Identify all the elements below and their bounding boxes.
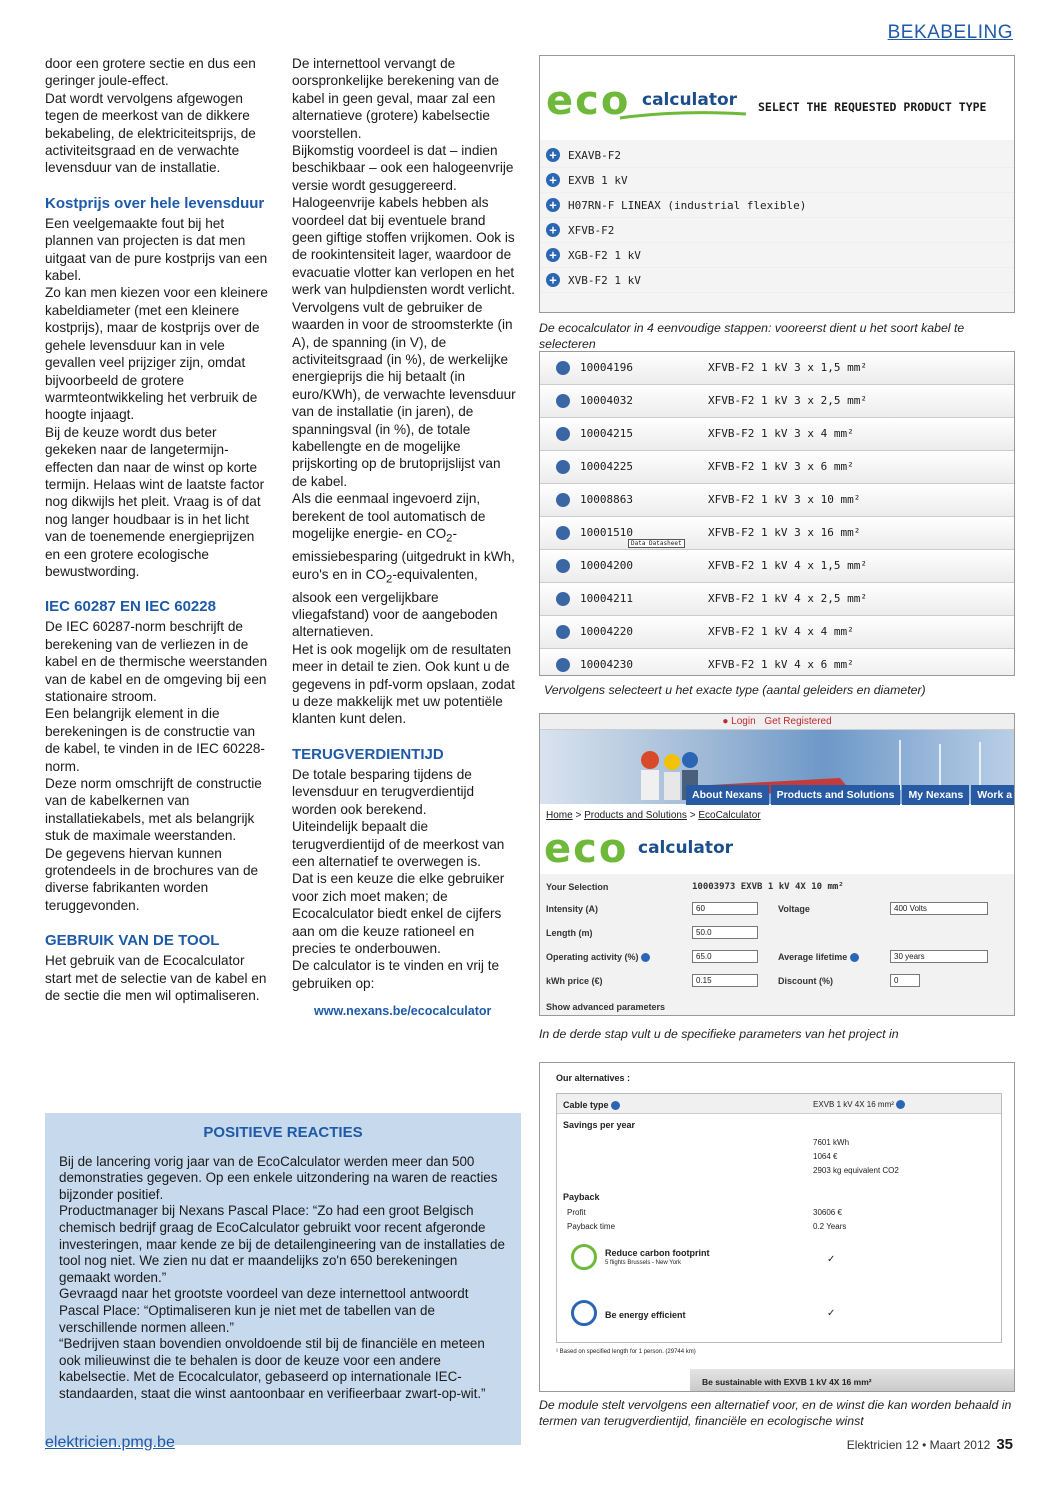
paragraph: Bijkomstig voordeel is dat – indien beschikbaar – ook een halogeenvrije versie wordt gesuggereerd. (292, 143, 514, 193)
energy-efficient-label: Be energy efficient (605, 1310, 686, 1320)
paragraph: Het gebruik van de Ecocalculator start met de selectie van de kabel en de sectie die men wil optimaliseren. (45, 953, 267, 1004)
globe-icon (556, 427, 570, 441)
plus-icon[interactable]: + (546, 223, 560, 237)
column-2 (292, 55, 516, 1021)
paragraph: Vervolgens vult de gebruiker de waarden in voor de stroomsterkte (in A), de spanning (in V), de activiteitsgraad (in %), de werkelijke energieprijs die hij betaalt (in euro/KWh), de verwachte levensduur van de installatie (in jaren), de spanningsval (in %), de totale kabellengte en de mogelijke prijskorting op de brutoprijslijst van de kabel. (292, 299, 516, 489)
user-icon: ● (722, 716, 729, 727)
co2-badge-icon (571, 1244, 597, 1270)
eco-logo-text: eco (546, 78, 631, 124)
operating-input[interactable]: 65.0 (692, 950, 758, 963)
reference-code: 10004225 (580, 460, 633, 473)
calculator-logo-text: calculator (638, 838, 734, 858)
reference-desc: XFVB-F2 1 kV 4 x 2,5 mm² (708, 592, 867, 605)
reference-desc: XFVB-F2 1 kV 4 x 6 mm² (708, 658, 854, 671)
subheading-iec: IEC 60287 EN IEC 60228 (45, 598, 216, 616)
screenshot-parameters (539, 713, 1015, 1016)
plus-icon[interactable]: + (546, 173, 560, 187)
reference-desc: XFVB-F2 1 kV 3 x 16 mm² (708, 526, 861, 539)
issue-label: Elektricien 12 • Maart 2012 (846, 1438, 991, 1452)
info-icon[interactable] (896, 1100, 905, 1109)
paragraph: De gegevens hiervan kunnen grotendeels in de brochures van de diverse fabrikanten worden teruggevonden. (45, 845, 259, 913)
paragraph: Halogeenvrije kabels hebben als voordeel dat bij eventuele brand geen giftige stoffen vrijkomen. Ook is de rookintensiteit lager, waardoor de evacuatie vlotter kan verlopen en het werk van hulpdiensten wordt verlicht. (292, 195, 515, 298)
plus-icon[interactable]: + (546, 148, 560, 162)
reduce-carbon-sub: 5 flights Brussels - New York (605, 1260, 682, 1266)
paragraph: “Bedrijven staan bovendien onvoldoende stil bij de financiële en meteen ook milieuwinst die te behalen is door de keuze voor een andere kabelsectie. Met de Ecocalculator, gebaseerd op internationale IEC-standaarden, staat die winst aantoonbaar en verifieerbaar zwart-op-wit.” (59, 1336, 486, 1401)
reference-desc: XFVB-F2 1 kV 4 x 1,5 mm² (708, 559, 867, 572)
product-type-item[interactable] (540, 193, 1014, 218)
positieve-reacties-box (45, 1113, 521, 1445)
savings-kwh: 7601 kWh (813, 1138, 850, 1147)
savings-label: Savings per year (563, 1120, 636, 1130)
cable-type-label (563, 1100, 620, 1110)
kwh-input[interactable]: 0.15 (692, 974, 758, 987)
swoosh-icon (618, 108, 748, 122)
form-area (540, 874, 1014, 1016)
screenshot-exact-type (539, 351, 1015, 676)
subscript: 2 (446, 532, 453, 545)
paragraph: Uiteindelijk bepaalt die terugverdientijd of de meerkost van een alternatief te overwegen is. (292, 819, 505, 869)
paragraph: Een belangrijk element in die berekeningen is de constructie van de kabel, te vinden in de IEC 60228-norm. (45, 706, 265, 774)
savings-euro: 1064 € (813, 1152, 838, 1161)
length-input[interactable]: 50.0 (692, 926, 758, 939)
tab-about-nexans[interactable]: About Nexans (686, 785, 769, 805)
globe-icon (556, 460, 570, 474)
column-1 (45, 55, 269, 1005)
reference-row[interactable] (540, 385, 1014, 418)
caption-3: In de derde stap vult u de specifieke parameters van het project in (539, 1027, 899, 1041)
cable-type-value (813, 1100, 905, 1109)
your-selection-label: Your Selection (546, 882, 609, 892)
eco-logo-text: eco (544, 826, 629, 872)
footnote: ¹ Based on specified length for 1 person. (29744 km) (556, 1349, 696, 1355)
paragraph: Zo kan men kiezen voor een kleinere kabeldiameter (met een kleinere kostprijs), maar de kostprijs over de gehele levensduur kan in vele gevallen veel prijziger zijn, omdat bijvoorbeeld de grotere warmteontwikkeling het verbruik de hoogte injaagt. (45, 285, 268, 423)
operating-label-text: Operating activity (%) (546, 952, 639, 962)
product-type-label: XVB-F2 1 kV (568, 274, 641, 287)
reference-desc: XFVB-F2 1 kV 3 x 10 mm² (708, 493, 861, 506)
footer-issue (847, 1436, 1013, 1453)
cable-type-label-text: Cable type (563, 1100, 609, 1110)
product-type-item[interactable] (540, 243, 1014, 268)
discount-label: Discount (%) (778, 976, 833, 986)
text-span: -equivalenten, alsook een vergelijkbare vliegafstand) voor de aangeboden alternatieven. (292, 566, 498, 640)
reference-row[interactable] (540, 583, 1014, 616)
your-selection-value: 10003973 EXVB 1 kV 4X 10 mm² (692, 882, 844, 892)
reference-row[interactable] (540, 451, 1014, 484)
reference-row[interactable] (540, 517, 1014, 550)
plus-icon[interactable]: + (546, 273, 560, 287)
sustainable-bar[interactable] (690, 1369, 1015, 1392)
paragraph: Bij de keuze wordt dus beter gekeken naar de langetermijn-effecten dan naar de winst op korte termijn. Helaas wint de laatste factor nog dikwijls het pleit. Vraag is of dat nog langer houdbaar is in het licht van de toenemende energieprijzen en een grotere ecologische bewustwording. (45, 424, 265, 579)
product-type-item[interactable] (540, 168, 1014, 193)
paragraph: Het is ook mogelijk om de resultaten meer in detail te zien. Ook kunt u de gegevens in pdf-vorm opslaan, zodat u deze makkelijk met uw potentiële klanten kunt delen. (292, 641, 515, 727)
reduce-carbon-label: Reduce carbon footprint (605, 1248, 710, 1258)
intensity-input[interactable]: 60 (692, 902, 758, 915)
payback-time-label: Payback time (567, 1222, 616, 1231)
breadcrumb-products[interactable]: Products and Solutions (584, 810, 687, 821)
product-type-label: XFVB-F2 (568, 224, 615, 237)
tab-work[interactable]: Work a (971, 785, 1015, 805)
lifetime-label (778, 952, 859, 962)
login-link[interactable]: Login (731, 716, 756, 727)
product-type-item[interactable] (540, 268, 1014, 293)
product-type-item[interactable] (540, 143, 1014, 168)
breadcrumb-home[interactable]: Home (546, 810, 573, 821)
reference-row[interactable] (540, 418, 1014, 451)
reference-code: 10001510 (580, 526, 633, 539)
profit-value: 30606 € (813, 1208, 842, 1217)
globe-icon (556, 493, 570, 507)
caption-1: De ecocalculator in 4 eenvoudige stappen: vooreerst dient u het soort kabel te selecteren (539, 321, 965, 351)
reference-code: 10004230 (580, 658, 633, 671)
reference-row[interactable] (540, 352, 1014, 385)
caption-4: De module stelt vervolgens een alternatief voor, en de winst die kan worden behaald in termen van terugverdientijd, financiële en ecologische winst (539, 1398, 1012, 1428)
paragraph: De IEC 60287-norm beschrijft de berekening van de verliezen in de kabel en de thermische weerstanden van de kabel en de omgeving bij een stationaire stroom. (45, 619, 268, 704)
reference-row[interactable] (540, 649, 1014, 676)
reference-row[interactable] (540, 616, 1014, 649)
select-product-heading: SELECT THE REQUESTED PRODUCT TYPE (758, 100, 987, 114)
paragraph: Dat wordt vervolgens afgewogen tegen de meerkost van de dikkere bekabeling, de elektriciteitsprijs, de activiteitsgraad en de verwachte levensduur van de installatie. (45, 90, 256, 176)
box-title: POSITIEVE REACTIES (203, 1124, 363, 1141)
kwh-label: kWh price (€) (546, 976, 603, 986)
sustainable-label: Be sustainable with EXVB 1 kV 4X 16 mm² (702, 1377, 872, 1387)
globe-icon (556, 625, 570, 639)
info-icon[interactable] (611, 1101, 620, 1110)
voltage-label: Voltage (778, 904, 810, 914)
plus-icon[interactable]: + (546, 198, 560, 212)
screenshot-alternatives (539, 1062, 1015, 1392)
reference-code: 10004215 (580, 427, 633, 440)
energy-badge-icon (571, 1300, 597, 1326)
reduce-check-icon: ✓ (827, 1254, 836, 1265)
subheading-kostprijs: Kostprijs over hele levensduur (45, 194, 265, 212)
globe-icon (556, 526, 570, 540)
product-type-label: XGB-F2 1 kV (568, 249, 641, 262)
paragraph-co2 (292, 490, 516, 641)
lifetime-label-text: Average lifetime (778, 952, 848, 962)
paragraph: De calculator is te vinden en vrij te gebruiken op: (292, 958, 500, 991)
cable-type-value-text: EXVB 1 kV 4X 16 mm² (813, 1100, 894, 1109)
paragraph: De totale besparing tijdens de levensduur en terugverdientijd worden ook berekend. (292, 766, 475, 817)
nav-tabs (686, 785, 1015, 805)
savings-co2: 2903 kg equivalent CO2 (813, 1166, 899, 1175)
ecocalculator-link[interactable]: www.nexans.be/ecocalculator (314, 1004, 492, 1019)
screenshot-product-type (539, 55, 1015, 313)
product-type-label: EXVB 1 kV (568, 174, 628, 187)
paragraph: Bij de lancering vorig jaar van de EcoCalculator werden meer dan 500 demonstraties gegeven. Op een enkele uitzondering na waren de reacties bijzonder positief. (59, 1153, 498, 1202)
reference-code: 10004220 (580, 625, 633, 638)
login-bar (540, 714, 1014, 730)
reference-desc: XFVB-F2 1 kV 3 x 6 mm² (708, 460, 854, 473)
page-number: 35 (996, 1436, 1013, 1453)
lifetime-select[interactable]: 30 years (890, 950, 988, 963)
tab-my-nexans[interactable]: My Nexans (902, 785, 969, 805)
product-type-label: EXAVB-F2 (568, 149, 621, 162)
payback-time-value: 0.2 Years (813, 1222, 847, 1231)
text-span: Als die eenmaal ingevoerd zijn, berekent de tool automatisch de mogelijke energie- en CO (292, 491, 486, 541)
footer-site-link[interactable]: elektricien.pmg.be (45, 1434, 175, 1451)
reference-desc: XFVB-F2 1 kV 4 x 4 mm² (708, 625, 854, 638)
subheading-gebruik: GEBRUIK VAN DE TOOL (45, 932, 220, 950)
length-label: Length (m) (546, 928, 593, 938)
paragraph: door een grotere sectie en dus een geringer joule-effect. (45, 56, 256, 89)
info-icon[interactable] (850, 953, 859, 962)
breadcrumb-ecocalculator[interactable]: EcoCalculator (698, 810, 761, 821)
globe-icon (556, 559, 570, 573)
reference-desc: XFVB-F2 1 kV 3 x 1,5 mm² (708, 361, 867, 374)
paragraph: De internettool vervangt de oorspronkelijke berekening van de kabel in geen geval, maar zal een alternatieve (grotere) kabelsectie voorstellen. (292, 56, 500, 141)
alternatives-title: Our alternatives : (556, 1073, 631, 1083)
caption-2: Vervolgens selecteert u het exacte type (aantal geleiders en diameter) (544, 683, 926, 697)
reference-row[interactable] (540, 484, 1014, 517)
reference-code: 10004200 (580, 559, 633, 572)
reference-desc: XFVB-F2 1 kV 3 x 2,5 mm² (708, 394, 867, 407)
subheading-terugverdientijd: TERUGVERDIENTIJD (292, 745, 444, 763)
paragraph: Gevraagd naar het grootste voordeel van deze internettool antwoordt Pascal Place: “Optimaliseren kun je niet met de tabellen van de verschillende normen alleen.” (59, 1286, 469, 1335)
breadcrumb: Home > Products and Solutions > EcoCalculator (546, 810, 761, 821)
operating-label (546, 952, 650, 962)
product-type-label: H07RN-F LINEAX (industrial flexible) (568, 199, 807, 212)
globe-icon (556, 658, 570, 672)
plus-icon[interactable]: + (546, 248, 560, 262)
voltage-select[interactable]: 400 Volts (890, 902, 988, 915)
globe-icon (556, 592, 570, 606)
paragraph: Dat is een keuze die elke gebruiker voor zich moet maken; de Ecocalculator biedt enkel de cijfers aan om die keuze rationeel en precies te onderbouwen. (292, 871, 505, 956)
section-tag: BEKABELING (887, 22, 1013, 43)
intensity-label: Intensity (A) (546, 904, 599, 914)
discount-input[interactable]: 0 (890, 974, 920, 987)
reference-code: 10008863 (580, 493, 633, 506)
alternatives-table (556, 1093, 1002, 1343)
info-icon[interactable] (641, 953, 650, 962)
payback-label: Payback (563, 1192, 600, 1202)
reference-code: 10004196 (580, 361, 633, 374)
reference-code: 10004211 (580, 592, 633, 605)
reference-desc: XFVB-F2 1 kV 3 x 4 mm² (708, 427, 854, 440)
paragraph: Deze norm omschrijft de constructie van de kabelkernen van installatiekabels, met als belangrijk stuk de maximale weerstanden. (45, 776, 262, 844)
calculator-logo-text: calculator (642, 90, 738, 110)
globe-icon (556, 394, 570, 408)
advanced-parameters-link[interactable]: Show advanced parameters (546, 1002, 666, 1012)
reference-row[interactable] (540, 550, 1014, 583)
reference-code: 10004032 (580, 394, 633, 407)
text-span: -emissiebesparing (uitgedrukt in kWh, euro's en in CO (292, 525, 515, 582)
register-link[interactable]: Get Registered (764, 716, 832, 727)
tab-products-solutions[interactable]: Products and Solutions (771, 785, 901, 805)
paragraph: Een veelgemaakte fout bij het plannen van projecten is dat men uitgaat van de pure kostprijs van een kabel. (45, 215, 268, 284)
profit-label: Profit (567, 1208, 586, 1217)
energy-check-icon: ✓ (827, 1308, 836, 1319)
product-type-item[interactable] (540, 218, 1014, 243)
globe-icon (556, 361, 570, 375)
subscript: 2 (386, 573, 393, 586)
paragraph: Productmanager bij Nexans Pascal Place: “Zo had een groot Belgisch chemisch bedrijf graag de EcoCalculator gebruikt voor recent afgeronde investeringen, maar kende ze bij de detailengineering van de installaties de tool nog niet. We zien nu dat er maandelijks zo'n 650 berekeningen gemaakt worden.” (59, 1203, 505, 1285)
datasheet-tooltip: Data Datasheet (628, 539, 685, 548)
